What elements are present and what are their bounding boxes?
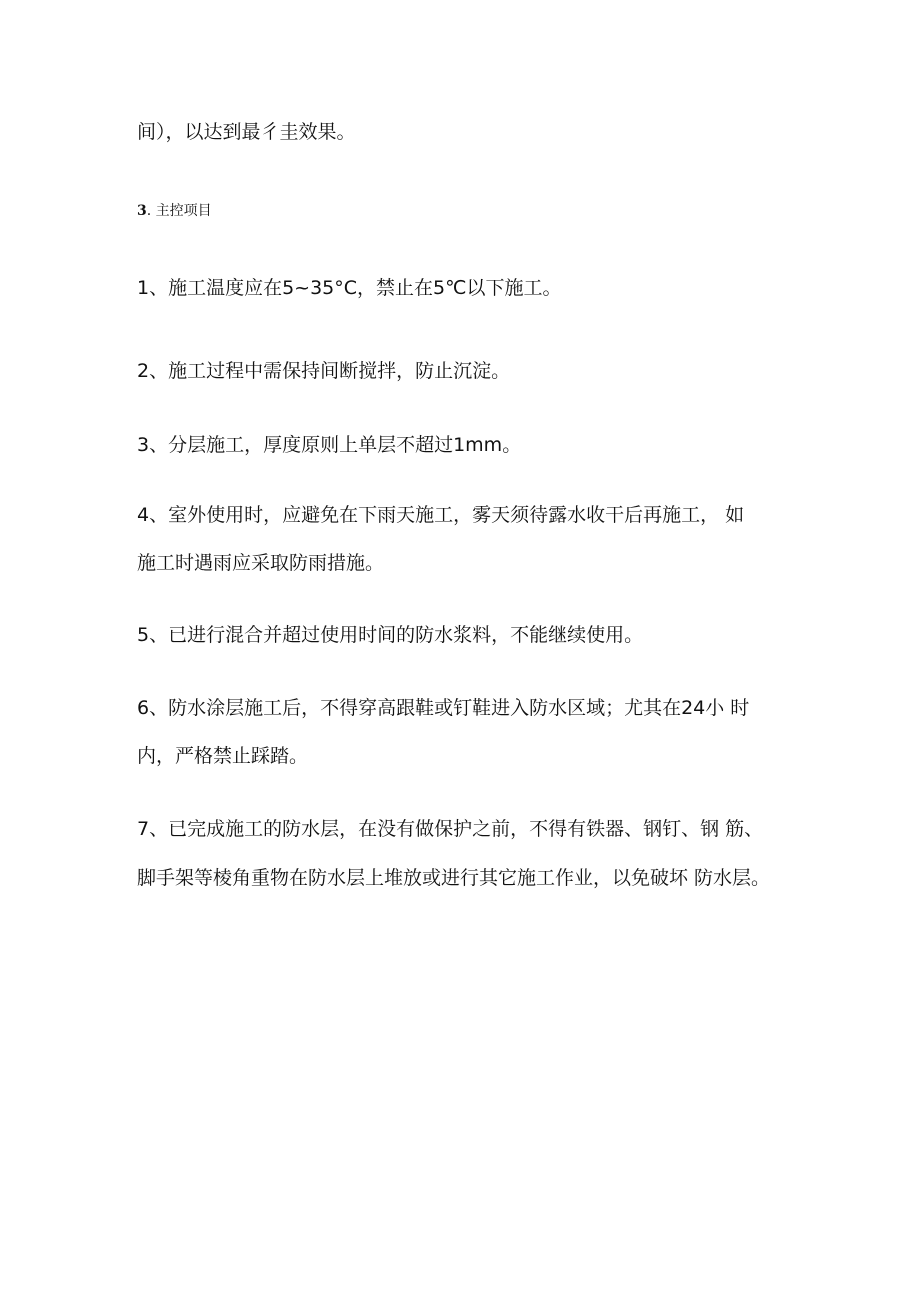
list-item-3: 3、分层施工，厚度原则上单层不超过1mm。 [137,434,522,456]
intro-line: 间），以达到最彳圭效果。 [137,121,356,143]
section-heading [137,201,212,221]
list-item-6-line-1: 6、防水涂层施工后，不得穿高跟鞋或钉鞋进入防水区域；尤其在24小 时 [137,697,750,719]
list-item-5: 5、已进行混合并超过使用时间的防水浆料，不能继续使用。 [137,624,644,646]
list-item-1: 1、施工温度应在5~35°C，禁止在5℃以下施工。 [137,277,562,299]
list-item-6-line-2: 内，严格禁止踩踏。 [137,745,309,767]
section-title: . 主控项目 [146,203,212,219]
list-item-7-line-1: 7、已完成施工的防水层，在没有做保护之前，不得有铁器、钢钉、钢 筋、 [137,818,764,840]
list-item-7-line-2: 脚手架等棱角重物在防水层上堆放或进行其它施工作业，以免破坏 防水层。 [137,867,771,889]
section-number: 3 [137,203,147,219]
list-item-2: 2、施工过程中需保持间断搅拌，防止沉淀。 [137,360,511,382]
list-item-4-line-2: 施工时遇雨应采取防雨措施。 [137,552,385,574]
list-item-4-line-1: 4、室外使用时，应避免在下雨天施工，雾天须待露水收干后再施工， 如 [137,504,745,526]
